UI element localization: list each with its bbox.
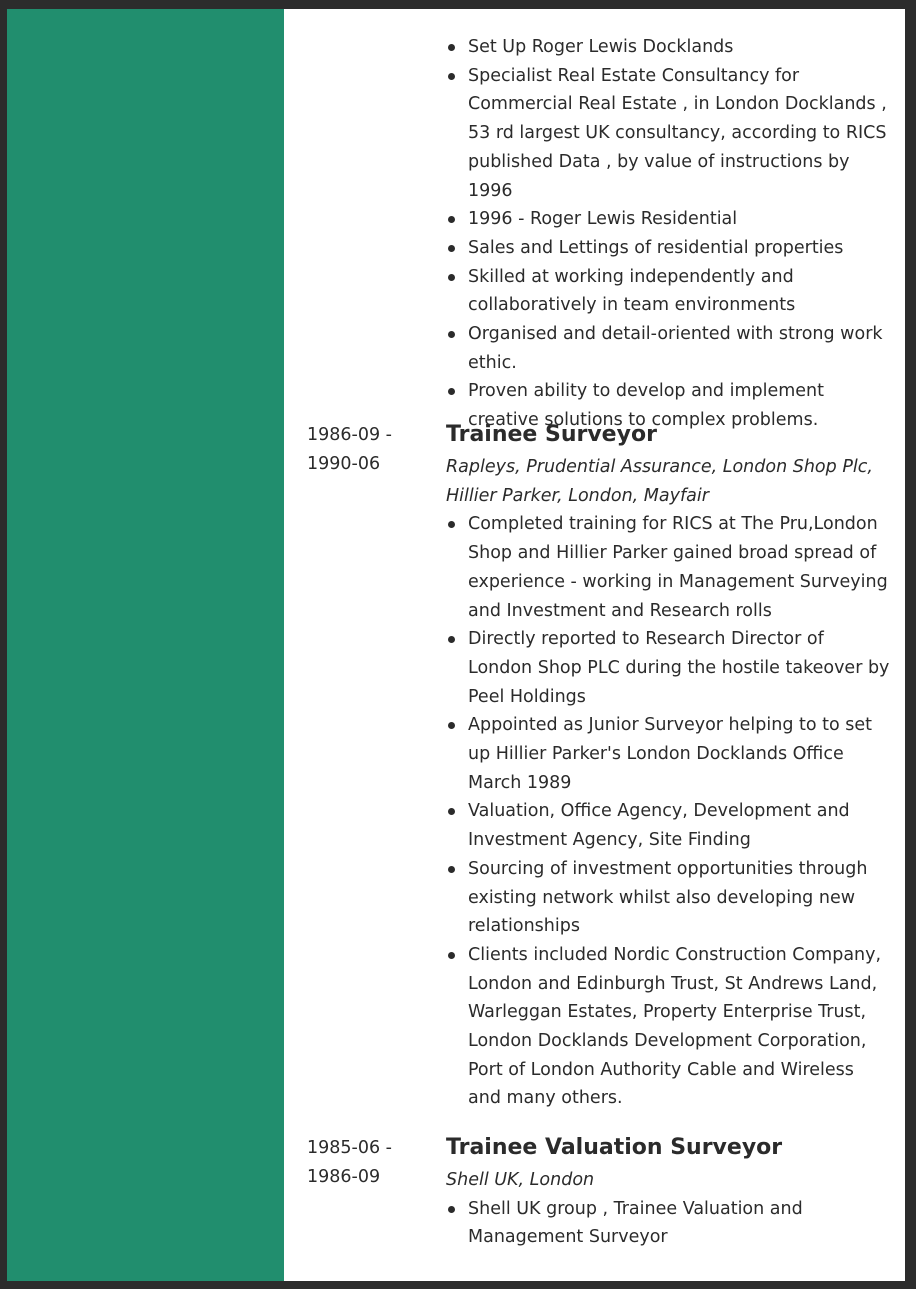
date-end: 1986-09 [307, 1166, 381, 1187]
sidebar-color-band [7, 9, 284, 1281]
bullet-item: 1996 - Roger Lewis Residential [446, 205, 892, 234]
job-bullets [446, 510, 892, 1113]
date-start: 1985-06 - [307, 1138, 392, 1158]
bullet-item: Organised and detail-oriented with strong work ethic. [446, 320, 892, 377]
job-bullets [446, 1195, 892, 1252]
bullet-item: Specialist Real Estate Consultancy for Commercial Real Estate , in London Docklands , 53 rd largest UK consultancy, according to RICS published Data , by value of instructions by 1996 [446, 62, 892, 206]
resume-page [7, 9, 905, 1281]
bullet-item: Sales and Lettings of residential properties [446, 234, 892, 263]
bullet-item: Completed training for RICS at The Pru,London Shop and Hillier Parker gained broad spread of experience - working in Management Surveying and Investment and Research rolls [446, 510, 892, 625]
experience-section [284, 9, 905, 1281]
previous-role-bullets [446, 33, 892, 435]
date-end: 1990-06 [307, 453, 381, 474]
job-title: Trainee Valuation Surveyor [446, 1135, 783, 1160]
bullet-item: Set Up Roger Lewis Docklands [446, 33, 892, 62]
bullet-item: Appointed as Junior Surveyor helping to to set up Hillier Parker's London Docklands Office March 1989 [446, 711, 892, 797]
date-start: 1986-09 - [307, 425, 392, 445]
bullet-item: Skilled at working independently and collaboratively in team environments [446, 263, 892, 320]
job-company: Shell UK, London [446, 1170, 595, 1190]
job-dates [307, 421, 427, 478]
job-details [446, 1134, 892, 1252]
bullet-item: Valuation, Office Agency, Development and Investment Agency, Site Finding [446, 797, 892, 854]
bullet-item: Directly reported to Research Director of London Shop PLC during the hostile takeover by Peel Holdings [446, 625, 892, 711]
job-dates [307, 1134, 427, 1191]
bullet-item: Clients included Nordic Construction Company, London and Edinburgh Trust, St Andrews Land, Warleggan Estates, Property Enterprise Trust, London Docklands Development Corporation, Port of London Authority Cable and Wireless and many others. [446, 941, 892, 1113]
job-title: Trainee Surveyor [446, 422, 657, 447]
job-company: Rapleys, Prudential Assurance, London Shop Plc, Hillier Parker, London, Mayfair [446, 457, 873, 506]
bullet-item: Shell UK group , Trainee Valuation and Management Surveyor [446, 1195, 892, 1252]
bullet-item: Sourcing of investment opportunities through existing network whilst also developing new relationships [446, 855, 892, 941]
bullet-item: Proven ability to develop and implement creative solutions to complex problems. [446, 377, 892, 434]
job-details [446, 421, 892, 1113]
